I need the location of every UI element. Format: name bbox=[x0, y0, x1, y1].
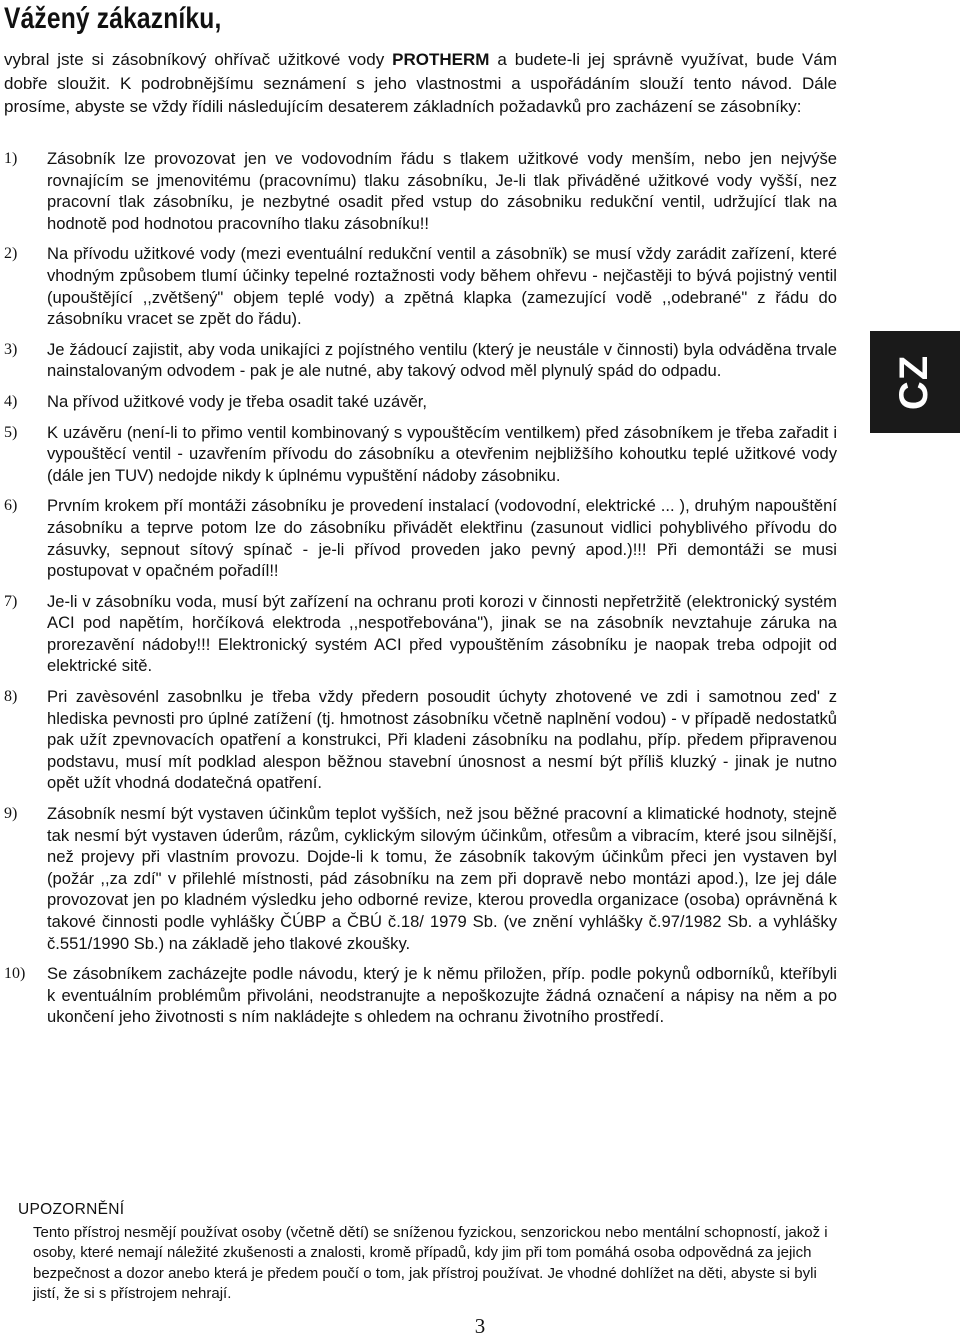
item-number: 4) bbox=[4, 392, 18, 410]
item-number: 3) bbox=[4, 340, 18, 358]
item-text: Na přívod užitkové vody je třeba osadit také uzávěr, bbox=[47, 391, 428, 411]
list-item bbox=[4, 591, 837, 677]
list-item bbox=[4, 339, 837, 382]
list-item bbox=[4, 148, 837, 234]
item-text: Je žádoucí zajistit, aby voda unikajíci z pojístného ventilu (který je neustále v činnosti) byla odváděna trvale nainstalovaným odvodem - pak je ale nutné, aby takový odvod měl plynulý spád do odpadu. bbox=[47, 339, 837, 381]
list-item bbox=[4, 963, 837, 1028]
item-text: Zásobník lze provozovat jen ve vodovodním řádu s tlakem užitkové vody menším, nebo jen nejvýše rovnajícím se jmenovitému (pracovnímu) tlaku zásobníku, Je-li tlak přiváděné užitkové vody vyšší, nez pracovní tlak zásobníku, je nezbytné osadit před vstup do zásobniku redukční ventil, udržující tlak na hodnotě pod hodnotou pracovního tlaku zásobníku!! bbox=[47, 149, 837, 233]
list-item bbox=[4, 422, 837, 487]
item-text: Je-li v zásobníku voda, musí být zařízení na ochranu proti korozi v činnosti nepřetržitě (elektronický systém ACI pod napětím, horčíková elektroda ,,nespotřebována"), jinak se na zásobník nevztahuje záruka na prorezavění nádoby!!! Elektronický systém ACI před vypouštěním zásobníku je naopak treba odpojit od elektrické sitě. bbox=[47, 591, 837, 676]
list-item bbox=[4, 243, 837, 329]
page-title: Vážený zákazníku, bbox=[4, 2, 222, 35]
item-text: Se zásobníkem zacházejte podle návodu, který je k němu přiložen, příp. podle pokynů odborníků, kteříbyli k eventuálním problémům přivoláni, neodstranujte a nepoškozujte žádná označení a nápisy na něm a po ukončení jeho životnosti s ním nakládejte s ohledem na ochranu životního prostředí. bbox=[47, 964, 837, 1027]
item-number: 5) bbox=[4, 423, 18, 441]
item-text: Zásobník nesmí být vystaven účinkům teplot vyšších, než jsou běžné pracovní a klimatické hodnoty, stejně tak nesmí být vystaven úderům, rázům, cyklickým silovým účinkům, otřesům a vibracím, které jsou silnější, než projevy při vlastním provozu. Dojde-li k tomu, že zásobník takovým účinkům přeci jen vystaven byl (požár ,,za zdí" v přilehlé místnosti, pád zásobníku na zem při dopravě nebo montázi apod.), lze jej dále provozovat jen po kladném výsledku jeho odborné revize, kterou provedla organizace (osoba) oprávněná k takové činnosti podle vyhlášky ČÚBP a ČBÚ č.18/ 1979 Sb. (ve znění vyhlášky č.97/1982 Sb. a vyhlášky č.551/1990 Sb.) na základě jeho tlakové zkoušky. bbox=[47, 804, 837, 953]
page-number: 3 bbox=[474, 1314, 486, 1338]
warning-text: Tento přístroj nesmějí používat osoby (včetně dětí) se sníženou fyzickou, senzorickou nebo mentální schopností, jakož i osoby, které nemají náležité zkušenosti a znalosti, kromě případů, kdy jim při tom pomáhá osoba odpovědná za jejich bezpečnost a dozor anebo která je předem poučí o tom, jak přístroj používat. Je vhodné dohlížet na děti, abyste si byli jistí, že si s přístrojem nehrají. bbox=[33, 1224, 828, 1302]
list-item bbox=[4, 391, 837, 413]
intro-paragraph bbox=[4, 48, 837, 119]
item-text: K uzávěru (není-li to přimo ventil kombinovaný s vypouštěcím ventilkem) před zásobníkem je třeba zařadit i vypouštěcí ventil - uzavřením přívodu do zásobníku a otevřenim nejbližšího kohoutku teplé užitkové vody (dále jen TUV) nedojde nikdy k úplnému vypuštění nádoby zásobniku. bbox=[47, 422, 837, 485]
language-tab-label: CZ bbox=[892, 354, 937, 410]
item-number: 7) bbox=[4, 592, 18, 610]
item-number: 6) bbox=[4, 497, 18, 515]
language-tab bbox=[870, 331, 960, 433]
item-number: 9) bbox=[4, 805, 18, 823]
list-item bbox=[4, 686, 837, 794]
item-text: Na přívodu užitkové vody (mezi eventuální redukční ventil a zásobnïk) se musí vždy zarádit zařízení, které vhodným způsobem tlumí účinky tepelné roztažnosti vody během ohřevu - nejčastěji to bývá pojistný ventil (upouštějící ,,zvětšený" objem teplé vody) a zpětná klapka (zamezující vodě ,,odebrané" z řádu do zásobníku vracet se zpět do řádu). bbox=[47, 244, 837, 329]
warning-title: UPOZORNĚNÍ bbox=[18, 1201, 125, 1218]
item-number: 2) bbox=[4, 245, 18, 263]
list-item bbox=[4, 803, 837, 954]
list-item bbox=[4, 495, 837, 581]
intro-text-before-brand: vybral jste si zásobníkový ohřívač užitkové vody bbox=[4, 50, 393, 69]
brand-name: PROTHERM bbox=[392, 50, 490, 69]
intro-text-after-brand: a budete-li jej správně využívat, bude Vám dobře sloužit. K podrobnějšímu seznámení s jeho vlastnostmi a uspořádáním slouží tento návod. Dále prosíme, abyste se vždy řídili následujícím desaterem základních požadavků pro zacházení se zásobníky: bbox=[4, 50, 837, 116]
item-text: Prvním krokem pří montáži zásobníku je provedení instalací (vodovodní, elektrické ... ), druhým napouštění zásobníku a teprve potom lze do zásobníku přivádět elektřinu (zasunout vidlici pohyblivého přívodu do zásuvky, sepnout sítový spínač - je-li přívod proveden jako pevný apod.)!!! Při demontáži se musi postupovat v opačném pořadíl!! bbox=[47, 496, 837, 581]
item-number: 1) bbox=[4, 150, 18, 167]
item-number: 8) bbox=[4, 688, 18, 706]
item-text: Pri zavèsovénl zasobnlku je třeba vždy předern posoudit úchyty zhotovené ve zdi i samotnou zed' z hlediska pevnosti pro úplné zatížení (tj. hmotnost zásobníku včetně naplnění vodou) - v případě nedostatků pak užít zpevnovacích opatření a konstrukci, Při kladeni zásobníku na podlahu, příp. předem připravenou podstavu, musí mít podklad alespon běžnou stavební únosnost a nesmí být příliš kluzký - jinak je nutno opět užít vhodná dodatečná opatření. bbox=[47, 687, 837, 793]
requirements-list bbox=[4, 148, 837, 1037]
item-number: 10) bbox=[4, 965, 26, 983]
